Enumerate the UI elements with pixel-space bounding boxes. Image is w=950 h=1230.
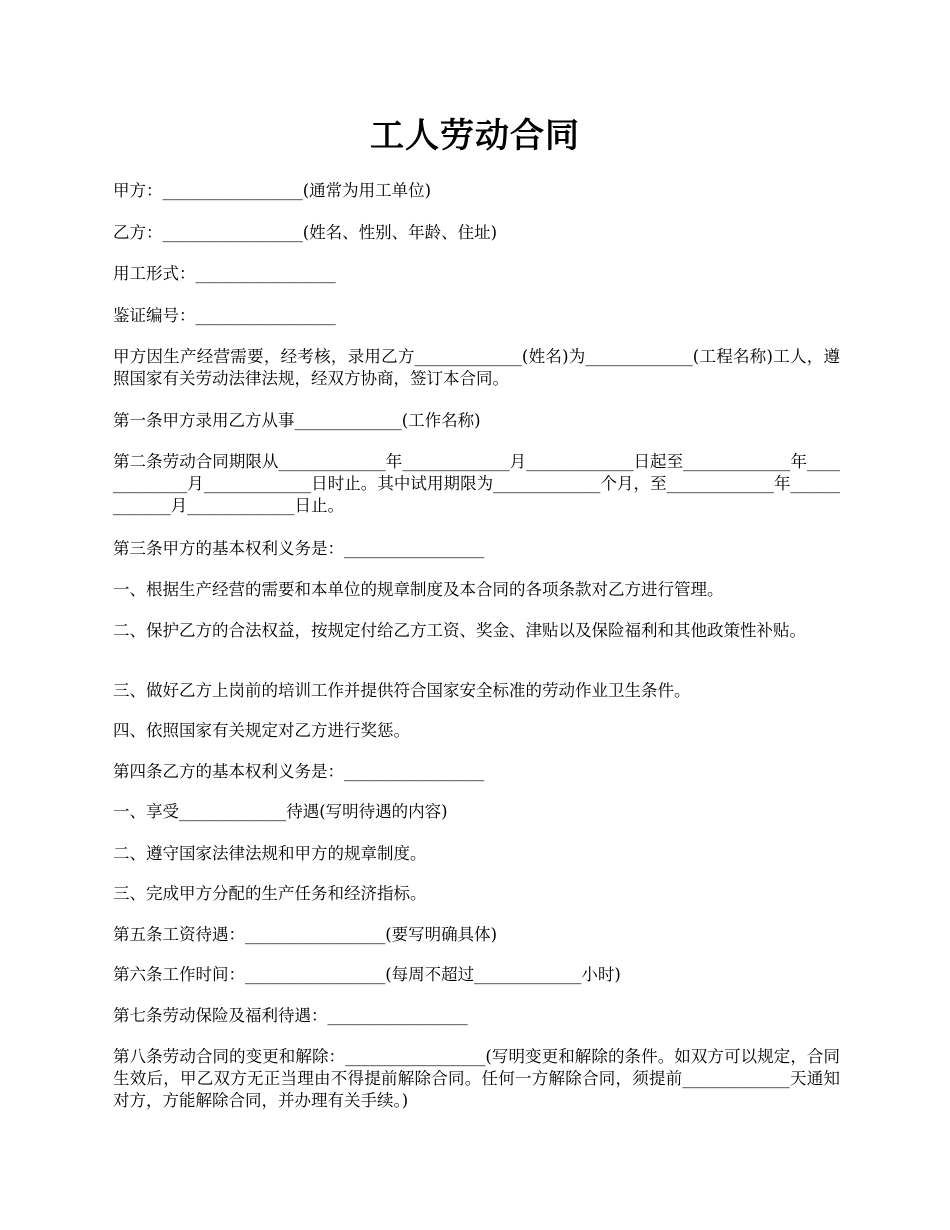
article-8: 第八条劳动合同的变更和解除：_________________(写明变更和解除的条件。如双方可以规定，合同生效后，甲乙双方无正当理由不得提前解除合同。任何一方解除合同，须提前_____________天通知对方，方能解除合同，并办理有关手续。)	[113, 1047, 840, 1110]
article-1: 第一条甲方录用乙方从事_____________(工作名称)	[113, 411, 481, 430]
party-a-line: 甲方：_________________(通常为用工单位)	[113, 181, 432, 200]
party-b-line: 乙方：_________________(姓名、性别、年龄、住址)	[113, 223, 498, 242]
article-4: 第四条乙方的基本权利义务是：_________________	[113, 762, 485, 781]
preamble-paragraph: 甲方因生产经营需要，经考核，录用乙方_____________(姓名)为_____________(工程名称)工人，遵照国家有关劳动法律法规，经双方协商，签订本合同。	[113, 347, 840, 388]
employment-form-line: 用工形式：_________________	[113, 264, 336, 283]
article-3-item-3: 三、做好乙方上岗前的培训工作并提供符合国家安全标准的劳动作业卫生条件。	[113, 681, 691, 700]
document-title: 工人劳动合同	[370, 116, 580, 156]
verification-number-line: 鉴证编号：_________________	[113, 306, 336, 325]
article-3: 第三条甲方的基本权利义务是：_________________	[113, 539, 485, 558]
article-3-item-4: 四、依照国家有关规定对乙方进行奖惩。	[113, 721, 410, 740]
article-4-item-2: 二、遵守国家法律法规和甲方的规章制度。	[113, 844, 427, 863]
article-6: 第六条工作时间：_________________(每周不超过_____________小时)	[113, 965, 621, 984]
article-3-item-1: 一、根据生产经营的需要和本单位的规章制度及本合同的各项条款对乙方进行管理。	[113, 580, 724, 599]
article-4-item-3: 三、完成甲方分配的生产任务和经济指标。	[113, 884, 427, 903]
article-7: 第七条劳动保险及福利待遇：_________________	[113, 1006, 468, 1025]
article-4-item-1: 一、享受_____________待遇(写明待遇的内容)	[113, 802, 448, 821]
article-3-item-2: 二、保护乙方的合法权益，按规定付给乙方工资、奖金、津贴以及保险福利和其他政策性补贴。	[113, 621, 806, 640]
article-5: 第五条工资待遇：_________________(要写明确具体)	[113, 925, 498, 944]
article-2: 第二条劳动合同期限从_____________年_____________月_____________日起至_____________年_____________月_____________日时止。其中试用期限为_____________个月，至_____________年_____________月_____________日止。	[113, 452, 840, 515]
